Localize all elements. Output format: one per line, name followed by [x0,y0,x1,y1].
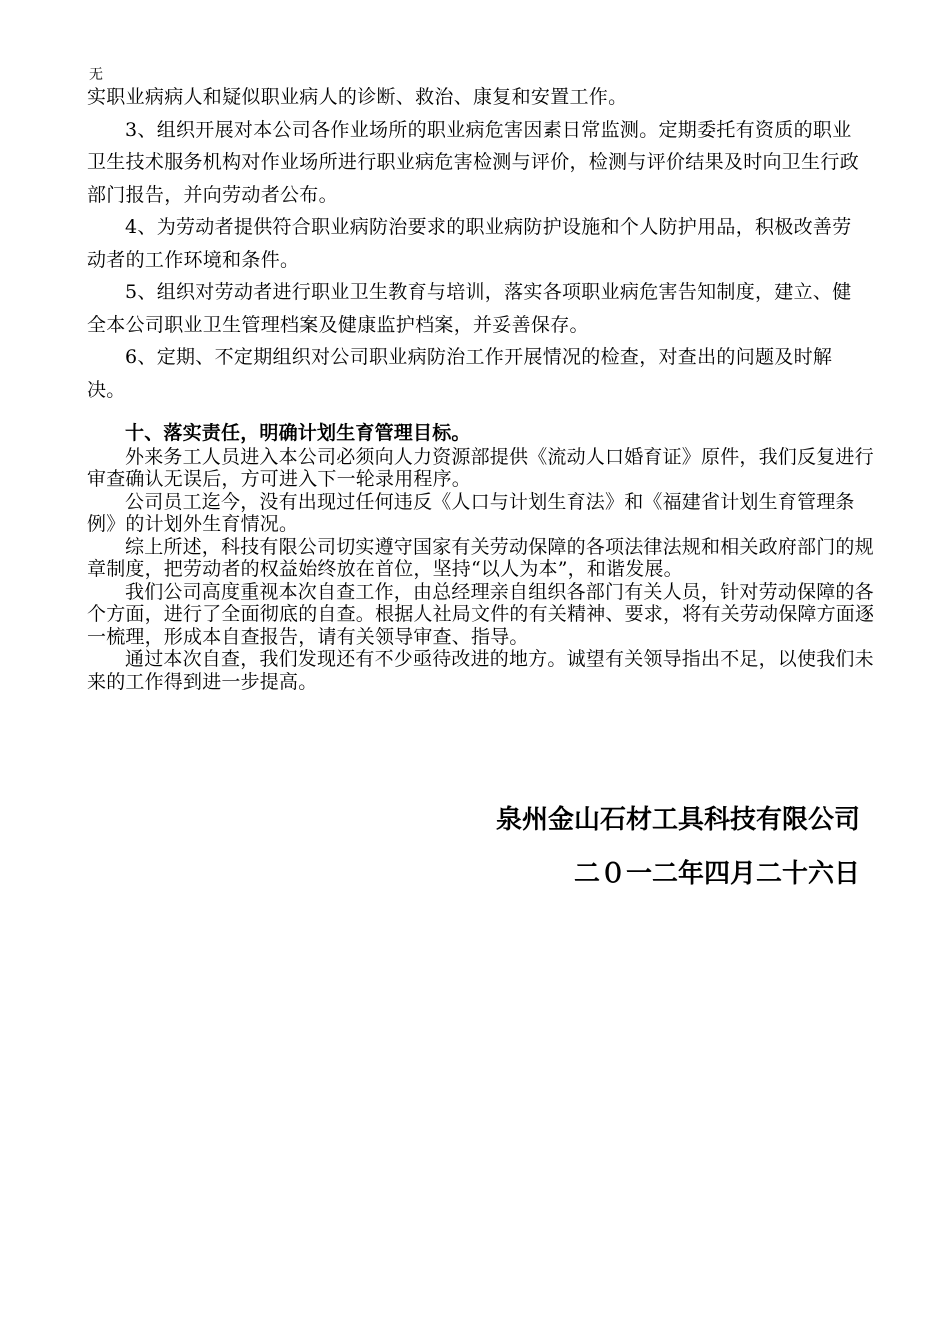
signature-date: 二０一二年四月二十六日 [573,859,860,889]
paragraph-item-3: 3、组织开展对本公司各作业场所的职业病危害因素日常监测。定期委托有资质的职业卫生技术服务机构对作业场所进行职业病危害检测与评价，检测与评价结果及时向卫生行政部门报告，并向劳动者公布。 [87,118,860,206]
paragraph-summary: 综上所述，科技有限公司切实遵守国家有关劳动保障的各项法律法规和相关政府部门的规章制度，把劳动者的权益始终放在首位，坚持“以人为本”，和谐发展。 [87,535,874,580]
paragraph-improvement: 通过本次自查，我们发现还有不少亟待改进的地方。诚望有关领导指出不足，以使我们未来的工作得到进一步提高。 [87,648,874,693]
occupational-health-section [87,81,867,406]
paragraph-migrant-workers: 外来务工人员进入本公司必须向人力资源部提供《流动人口婚育证》原件，我们反复进行审查确认无误后，方可进入下一轮录用程序。 [87,445,874,490]
paragraph-item-6: 6、定期、不定期组织对公司职业病防治工作开展情况的检查，对查出的问题及时解决。 [87,346,833,401]
paragraph-item-5: 5、组织对劳动者进行职业卫生教育与培训，落实各项职业病危害告知制度，建立、健全本公司职业卫生管理档案及健康监护档案，并妥善保存。 [87,281,852,336]
company-name: 泉州金山石材工具科技有限公司 [495,805,860,835]
signature-block [496,802,860,910]
family-planning-section [87,422,877,693]
paragraph-self-inspection: 我们公司高度重视本次自查工作，由总经理亲自组织各部门有关人员，针对劳动保障的各个方面，进行了全面彻底的自查。根据人社局文件的有关精神、要求，将有关劳动保障方面逐一梳理，形成本自查报告，请有关领导审查、指导。 [87,580,875,648]
top-mark: 无 [89,67,103,83]
paragraph-item-4: 4、为劳动者提供符合职业病防治要求的职业病防护设施和个人防护用品，积极改善劳动者的工作环境和条件。 [87,216,852,271]
paragraph-no-violations: 公司员工迄今，没有出现过任何违反《人口与计划生育法》和《福建省计划生育管理条例》的计划外生育情况。 [87,490,855,535]
paragraph-continuation: 实职业病病人和疑似职业病人的诊断、救治、康复和安置工作。 [87,86,628,108]
section-heading: 十、落实责任，明确计划生育管理目标。 [125,422,471,444]
